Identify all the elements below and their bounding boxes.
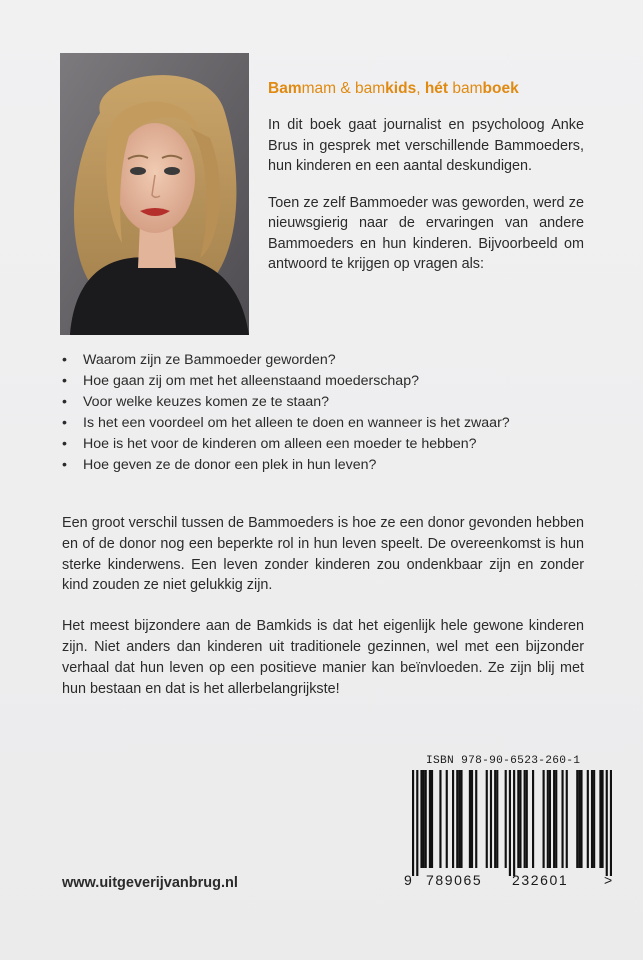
barcode-bar	[460, 770, 462, 868]
barcode-bar	[580, 770, 582, 868]
barcode-arrow: >	[604, 872, 613, 888]
body-text	[62, 513, 584, 719]
barcode-bar	[561, 770, 563, 868]
question-list	[62, 350, 602, 476]
bullet-icon: •	[62, 394, 67, 410]
barcode-bar	[469, 770, 471, 868]
bullet-icon: •	[62, 415, 67, 431]
bullet-icon: •	[62, 457, 67, 473]
isbn-label: ISBN 978-90-6523-260-1	[426, 755, 581, 767]
barcode-bar	[591, 770, 593, 868]
list-item-text: Hoe gaan zij om met het alleenstaand moederschap?	[83, 373, 419, 389]
barcode	[412, 770, 612, 876]
headline-part: ,	[416, 80, 425, 97]
barcode-bar	[576, 770, 578, 868]
intro-paragraph-1: In dit boek gaat journalist en psycholoog Anke Brus in gesprek met verschillende Bammoeders, hun kinderen en een aantal deskundigen.	[268, 117, 584, 174]
barcode-bar	[566, 770, 568, 868]
barcode-bar	[425, 770, 427, 868]
barcode-bar	[519, 770, 521, 868]
author-photo	[60, 53, 249, 335]
barcode-bar	[593, 770, 595, 868]
list-item-text: Waarom zijn ze Bammoeder geworden?	[83, 352, 336, 368]
barcode-bar	[471, 770, 473, 868]
barcode-bar	[543, 770, 545, 868]
list-item-text: Hoe is het voor de kinderen om alleen een moeder te hebben?	[83, 436, 477, 452]
barcode-bar	[587, 770, 589, 868]
barcode-bar	[517, 770, 519, 868]
bullet-icon: •	[62, 352, 67, 368]
barcode-bar	[513, 770, 515, 876]
list-item	[62, 371, 602, 392]
barcode-bar	[601, 770, 603, 868]
barcode-bar	[429, 770, 431, 868]
bullet-icon: •	[62, 436, 67, 452]
barcode-bar	[505, 770, 507, 868]
barcode-bar	[555, 770, 557, 868]
barcode-bar	[452, 770, 454, 868]
barcode-bar	[524, 770, 526, 868]
barcode-bar	[416, 770, 418, 876]
intro-paragraph-2: Toen ze zelf Bammoeder was geworden, werd ze nieuwsgierig naar de ervaringen van andere Bammoeders en hun kinderen. Bijvoorbeeld om antwoord te krijgen op vragen als:	[268, 194, 584, 272]
list-item-text: Hoe geven ze de donor een plek in hun leven?	[83, 457, 377, 473]
barcode-bar	[446, 770, 448, 868]
list-item	[62, 413, 602, 434]
headline-part: boek	[482, 80, 519, 97]
barcode-bar	[456, 770, 458, 868]
list-item-text: Is het een voordeel om het alleen te doen en wanneer is het zwaar?	[83, 415, 510, 431]
barcode-bar	[509, 770, 511, 876]
barcode-digit-group-2: 232601	[512, 872, 569, 888]
publisher-website: www.uitgeverijvanbrug.nl	[62, 875, 238, 891]
body-paragraph-1: Een groot verschil tussen de Bammoeders is hoe ze een donor gevonden hebben en of de donor nog een beperkte rol in hun leven speelt. De overeenkomst is hun sterke kinderwens. Een leven zonder kinderen zou ondenkbaar zijn en zonder kind zouden ze niet gelukkig zijn.	[62, 515, 584, 594]
barcode-bar	[578, 770, 580, 868]
headline-part: hét	[424, 80, 449, 97]
barcode-bar	[475, 770, 477, 868]
barcode-bar	[553, 770, 555, 868]
barcode-digit-lead: 9	[404, 872, 412, 888]
barcode-bar	[431, 770, 433, 868]
headline-part: kids	[385, 80, 417, 97]
book-headline	[268, 80, 608, 98]
barcode-digit-group-1: 789065	[426, 872, 483, 888]
barcode-bar	[496, 770, 498, 868]
headline-part: Bam	[268, 80, 302, 97]
list-item	[62, 350, 602, 371]
barcode-bar	[549, 770, 551, 868]
barcode-bar	[486, 770, 488, 868]
barcode-bar	[439, 770, 441, 868]
barcode-bar	[423, 770, 425, 868]
barcode-bar	[412, 770, 414, 876]
barcode-bar	[532, 770, 534, 868]
barcode-bar	[599, 770, 601, 868]
barcode-bar	[606, 770, 608, 876]
barcode-bar	[420, 770, 422, 868]
barcode-bar	[490, 770, 492, 868]
body-paragraph-2: Het meest bijzondere aan de Bamkids is dat het eigenlijk hele gewone kinderen zijn. Niet anders dan kinderen uit traditionele gezinnen, wel met een bijzonder verhaal dat hun leven op een positieve manier kan beïnvloeden. Ze zijn blij met hun bestaan en dat is het allerbelangrijkste!	[62, 618, 584, 697]
list-item	[62, 392, 602, 413]
list-item	[62, 434, 602, 455]
barcode-bar	[458, 770, 460, 868]
headline-part: bam	[448, 80, 483, 97]
barcode-bar	[526, 770, 528, 868]
list-item-text: Voor welke keuzes komen ze te staan?	[83, 394, 330, 410]
barcode-bar	[547, 770, 549, 868]
barcode-bar	[610, 770, 612, 876]
headline-part: mam & bam	[301, 80, 386, 97]
intro-text	[268, 115, 584, 291]
barcode-bar	[494, 770, 496, 868]
bullet-icon: •	[62, 373, 67, 389]
list-item	[62, 455, 602, 476]
